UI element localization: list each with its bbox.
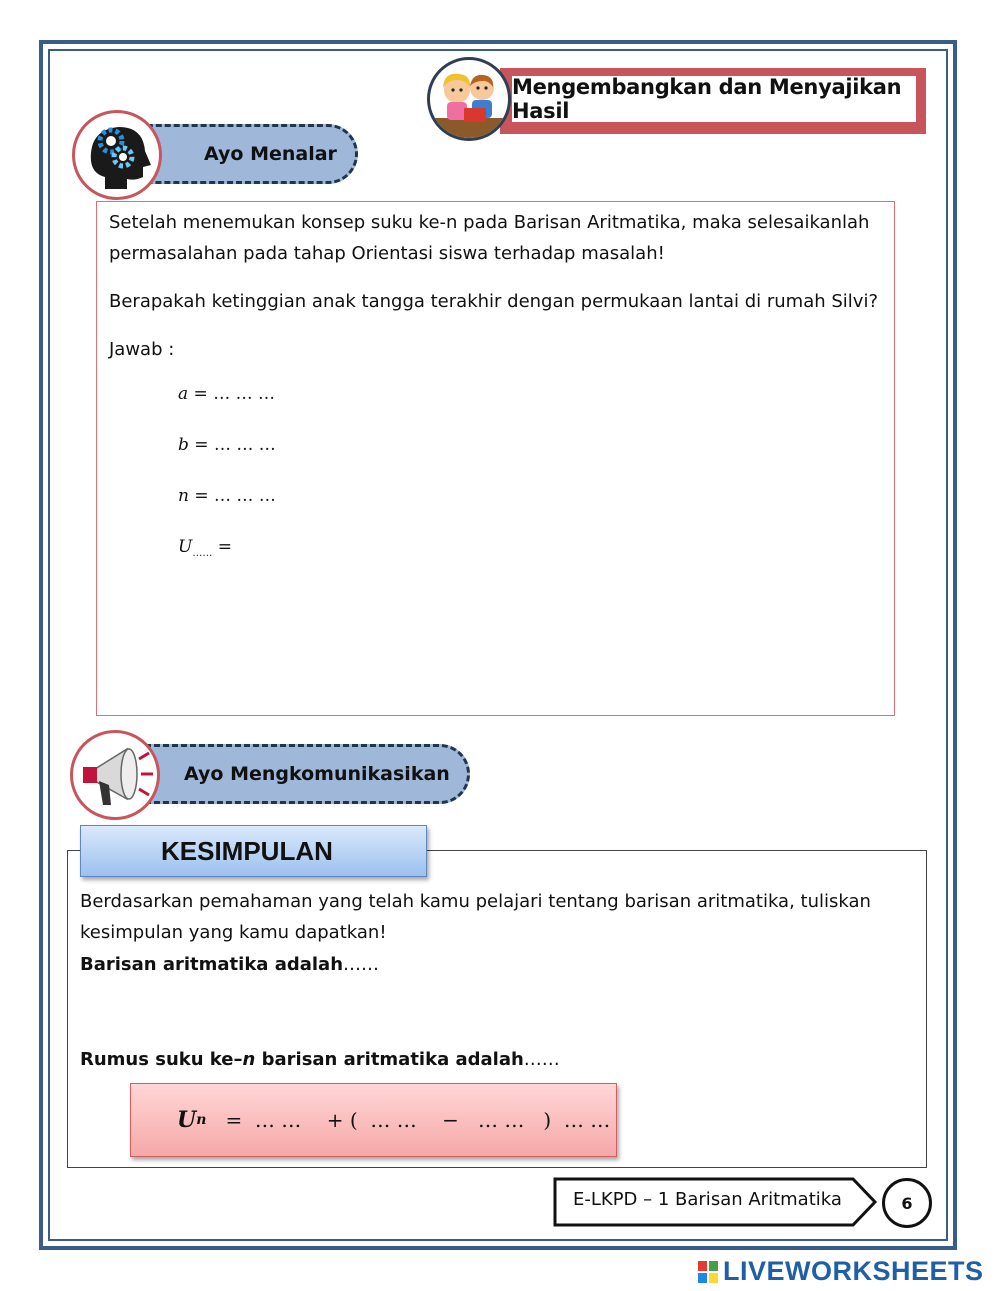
header-title: Mengembangkan dan Menyajikan Hasil — [512, 75, 902, 123]
intro-line-1: Setelah menemukan konsep suku ke-n pada Barisan Aritmatika, maka selesaikanlah — [109, 212, 870, 233]
definition-prompt[interactable]: Barisan aritmatika adalah…… — [80, 954, 380, 975]
math-n-row[interactable]: n = … … … — [178, 486, 276, 506]
liveworksheets-text: LIVEWORKSHEETS — [723, 1256, 984, 1286]
logo-square-1 — [697, 1260, 708, 1272]
question-text: Berapakah ketinggian anak tangga terakhir dengan permukaan lantai di rumah Silvi? — [109, 291, 878, 312]
section-title: Ayo Menalar — [204, 143, 337, 165]
ayo-mengkomunikasikan-banner — [118, 744, 470, 804]
logo-square-4 — [708, 1272, 719, 1284]
logo-square-2 — [708, 1260, 719, 1272]
footer-label: E-LKPD – 1 Barisan Aritmatika — [573, 1189, 842, 1210]
intro-line-2: permasalahan pada tahap Orientasi siswa terhadap masalah! — [109, 243, 665, 264]
liveworksheets-watermark[interactable] — [697, 1256, 984, 1287]
answer-label: Jawab : — [109, 339, 175, 360]
megaphone-icon — [70, 730, 160, 820]
prompt-line-2: kesimpulan yang kamu dapatkan! — [80, 922, 387, 943]
kesimpulan-title: KESIMPULAN — [161, 835, 333, 866]
logo-square-3 — [697, 1272, 708, 1284]
head-gears-icon — [72, 110, 162, 200]
children-reading-icon — [427, 57, 511, 141]
prompt-line-1: Berdasarkan pemahaman yang telah kamu pelajari tentang barisan aritmatika, tuliskan — [80, 891, 871, 912]
formula-box[interactable]: U n = … … + ( … … − … … ) … … — [130, 1083, 617, 1157]
math-a-row[interactable]: a = … … … — [178, 384, 275, 404]
liveworksheets-logo-icon — [697, 1260, 719, 1284]
page-number: 6 — [882, 1178, 932, 1228]
kesimpulan-header — [80, 825, 427, 877]
formula-prompt: Rumus suku ke–n barisan aritmatika adalah…… — [80, 1049, 560, 1070]
reasoning-box — [96, 201, 895, 716]
section-title: Ayo Mengkomunikasikan — [184, 763, 450, 785]
header-banner — [500, 68, 926, 134]
math-b-row[interactable]: b = … … … — [178, 435, 276, 455]
math-un-row[interactable]: $U_{\dots\dots}$ = — [178, 537, 232, 559]
